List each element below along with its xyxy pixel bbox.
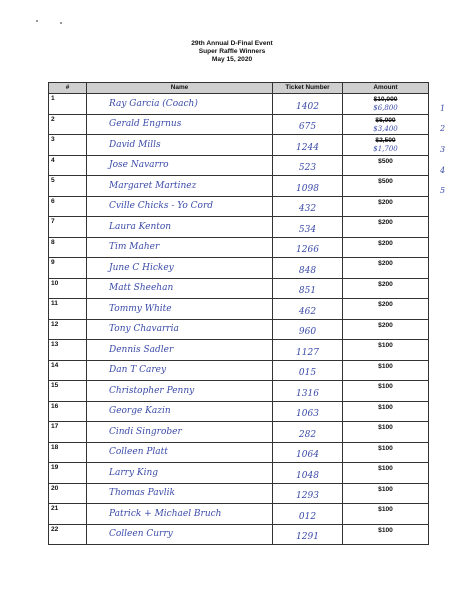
- row-number: 17: [49, 422, 87, 443]
- prize-amount: $100: [378, 444, 393, 452]
- prize-amount-cell: [343, 422, 429, 443]
- prize-amount-cell: [343, 504, 429, 525]
- ticket-number: 1127: [273, 340, 343, 361]
- ticket-number: 1063: [273, 401, 343, 422]
- row-number: 18: [49, 442, 87, 463]
- winner-name: Cville Chicks - Yo Cord: [87, 196, 273, 217]
- prize-amount: $100: [378, 485, 393, 493]
- prize-amount: $5,000: [375, 116, 396, 124]
- scan-speck: [60, 22, 62, 24]
- ticket-number: 851: [273, 278, 343, 299]
- prize-amount-cell: [343, 524, 429, 545]
- row-number: 10: [49, 278, 87, 299]
- winner-name: Patrick + Michael Bruch: [87, 504, 273, 525]
- table-row: [49, 155, 429, 176]
- row-number: 3: [49, 135, 87, 156]
- prize-amount: $100: [378, 362, 393, 370]
- margin-note: 2: [440, 124, 446, 133]
- prize-amount-cell: [343, 217, 429, 238]
- winner-name: Ray Garcia (Coach): [87, 94, 273, 115]
- row-number: 1: [49, 94, 87, 115]
- document-header: [0, 40, 464, 64]
- event-subtitle: Super Raffle Winners: [198, 48, 266, 55]
- ticket-number: 432: [273, 196, 343, 217]
- table-row: [49, 422, 429, 443]
- prize-amount-cell: [343, 299, 429, 320]
- winner-name: Margaret Martinez: [87, 176, 273, 197]
- scan-speck: [36, 20, 38, 22]
- table-row: [49, 114, 429, 135]
- row-number: 6: [49, 196, 87, 217]
- row-number: 15: [49, 381, 87, 402]
- column-header-number: #: [49, 83, 87, 94]
- column-header-name: Name: [87, 83, 273, 94]
- prize-amount-cell: [343, 135, 429, 156]
- table-row: [49, 217, 429, 238]
- ticket-number: 1098: [273, 176, 343, 197]
- margin-note: 3: [440, 145, 446, 154]
- winner-name: George Kazin: [87, 401, 273, 422]
- revised-amount: $1,700: [373, 145, 398, 153]
- prize-amount-cell: [343, 155, 429, 176]
- ticket-number: 015: [273, 360, 343, 381]
- winner-name: Cindi Singrober: [87, 422, 273, 443]
- event-title: 29th Annual D-Final Event: [191, 40, 273, 47]
- winner-name: Thomas Pavlik: [87, 483, 273, 504]
- margin-note: 4: [440, 166, 446, 175]
- table-row: [49, 258, 429, 279]
- table-row: [49, 360, 429, 381]
- row-number: 22: [49, 524, 87, 545]
- prize-amount-cell: [343, 340, 429, 361]
- table-row: [49, 299, 429, 320]
- prize-amount-cell: [343, 237, 429, 258]
- winner-name: Dennis Sadler: [87, 340, 273, 361]
- ticket-number: 960: [273, 319, 343, 340]
- prize-amount: $200: [378, 321, 393, 329]
- winner-name: Laura Kenton: [87, 217, 273, 238]
- revised-amount: $3,400: [373, 124, 398, 133]
- prize-amount: $500: [378, 157, 393, 165]
- row-number: 12: [49, 319, 87, 340]
- row-number: 16: [49, 401, 87, 422]
- margin-note: 1: [440, 104, 446, 113]
- table-row: [49, 442, 429, 463]
- ticket-number: 1293: [273, 483, 343, 504]
- winner-name: June C Hickey: [87, 258, 273, 279]
- row-number: 21: [49, 504, 87, 525]
- prize-amount: $100: [378, 342, 393, 349]
- ticket-number: 534: [273, 217, 343, 238]
- ticket-number: 848: [273, 258, 343, 279]
- ticket-number: 012: [273, 504, 343, 525]
- prize-amount-cell: [343, 401, 429, 422]
- winner-name: Colleen Curry: [87, 524, 273, 545]
- prize-amount: $100: [378, 424, 393, 431]
- table-row: [49, 504, 429, 525]
- column-header-ticket: Ticket Number: [273, 83, 343, 94]
- table-row: [49, 278, 429, 299]
- table-row: [49, 94, 429, 115]
- prize-amount-cell: [343, 483, 429, 504]
- prize-amount-cell: [343, 258, 429, 279]
- prize-amount: $2,500: [375, 137, 396, 144]
- prize-amount: $100: [378, 506, 393, 513]
- prize-amount-cell: [343, 94, 429, 115]
- margin-note: 5: [440, 186, 446, 195]
- prize-amount-cell: [343, 196, 429, 217]
- row-number: 9: [49, 258, 87, 279]
- prize-amount: $200: [378, 260, 393, 267]
- event-date: May 15, 2020: [211, 56, 253, 63]
- table-row: [49, 196, 429, 217]
- row-number: 2: [49, 114, 87, 135]
- table-row: [49, 237, 429, 258]
- ticket-number: 1291: [273, 524, 343, 545]
- winner-name: Jose Navarro: [87, 155, 273, 176]
- row-number: 11: [49, 299, 87, 320]
- table-header-row: [49, 83, 429, 94]
- ticket-number: 1266: [273, 237, 343, 258]
- row-number: 8: [49, 237, 87, 258]
- ticket-number: 1048: [273, 463, 343, 484]
- prize-amount: $200: [378, 280, 393, 288]
- winner-name: Tim Maher: [87, 237, 273, 258]
- row-number: 13: [49, 340, 87, 361]
- row-number: 19: [49, 463, 87, 484]
- prize-amount: $200: [378, 219, 393, 226]
- prize-amount: $200: [378, 239, 393, 247]
- revised-amount: $6,800: [373, 104, 398, 112]
- winner-name: Gerald Engrnus: [87, 114, 273, 135]
- prize-amount: $200: [378, 198, 393, 206]
- prize-amount: $10,000: [373, 96, 398, 103]
- table-row: [49, 340, 429, 361]
- column-header-amount: Amount: [343, 83, 429, 94]
- winner-name: Tony Chavarria: [87, 319, 273, 340]
- winner-name: David Mills: [87, 135, 273, 156]
- prize-amount-cell: [343, 381, 429, 402]
- prize-amount: $100: [378, 526, 393, 534]
- ticket-number: 462: [273, 299, 343, 320]
- ticket-number: 675: [273, 114, 343, 135]
- winner-name: Colleen Platt: [87, 442, 273, 463]
- winner-name: Larry King: [87, 463, 273, 484]
- ticket-number: 1064: [273, 442, 343, 463]
- prize-amount: $100: [378, 403, 393, 411]
- ticket-number: 1244: [273, 135, 343, 156]
- table-row: [49, 176, 429, 197]
- table-row: [49, 524, 429, 545]
- ticket-number: 1316: [273, 381, 343, 402]
- prize-amount-cell: [343, 442, 429, 463]
- table-row: [49, 381, 429, 402]
- table-row: [49, 401, 429, 422]
- ticket-number: 523: [273, 155, 343, 176]
- row-number: 5: [49, 176, 87, 197]
- prize-amount: $100: [378, 383, 393, 390]
- table-row: [49, 319, 429, 340]
- winner-name: Tommy White: [87, 299, 273, 320]
- prize-amount: $100: [378, 465, 393, 472]
- prize-amount-cell: [343, 114, 429, 135]
- winner-name: Dan T Carey: [87, 360, 273, 381]
- ticket-number: 282: [273, 422, 343, 443]
- winners-table: [48, 82, 429, 545]
- winner-name: Matt Sheehan: [87, 278, 273, 299]
- row-number: 4: [49, 155, 87, 176]
- prize-amount: $500: [378, 178, 393, 185]
- row-number: 7: [49, 217, 87, 238]
- table-row: [49, 135, 429, 156]
- ticket-number: 1402: [273, 94, 343, 115]
- table-row: [49, 463, 429, 484]
- prize-amount-cell: [343, 319, 429, 340]
- prize-amount-cell: [343, 278, 429, 299]
- winner-name: Christopher Penny: [87, 381, 273, 402]
- prize-amount: $200: [378, 301, 393, 308]
- prize-amount-cell: [343, 176, 429, 197]
- prize-amount-cell: [343, 463, 429, 484]
- table-row: [49, 483, 429, 504]
- row-number: 14: [49, 360, 87, 381]
- prize-amount-cell: [343, 360, 429, 381]
- row-number: 20: [49, 483, 87, 504]
